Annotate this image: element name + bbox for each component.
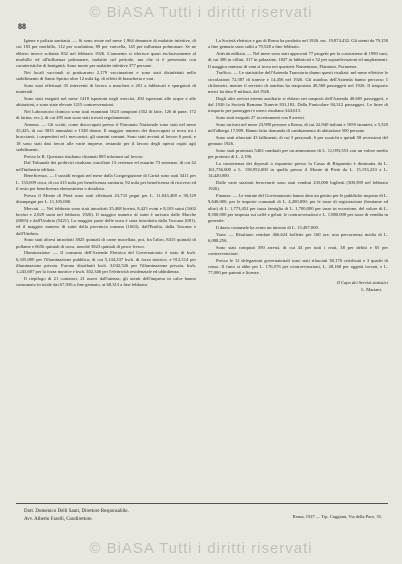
paragraph: Nei locali vaccinali si praticarono 2,179 vaccinazioni e sono stati disinfettati nello stabilimento di Santo Spirito oltre 12 mila kg. di effetti di biancheria e vari. xyxy=(16,69,196,81)
footer-director: Dott. Domenico Delli Santi, Direttore Responsabile. xyxy=(24,509,129,514)
paragraph: Varie. — Risultano vendute 466,624 bollette per 160 ore, una percorrenza media di L. 6,088,256. xyxy=(208,231,388,243)
signature-name: L. Mariani. xyxy=(361,286,382,292)
paragraph: Sono arrivati nel mese 23,999 persone a Roma, di cui 22,940 italiani e 1059 stranieri, e 5,520 nell'albergo 17,909. Hanno fatto domanda di cambiamento di abitazione 500 persone. xyxy=(208,121,388,133)
left-column xyxy=(16,38,196,293)
paragraph: La Società elettrica e gas di Roma ha prodotto nel 1926, mc. 19,874,432. Gli utenti da 79,150 a fine gennaio sono saliti a 79,528 a fine febbraio. xyxy=(208,38,388,50)
paragraph: Igiene e polizia sanitaria. — Si sono avute nel mese 1,964 denunzie di malattie infettive, di cui 183 per morbillo, 112 per scarlattina, 89 per varicella, 145 per influenza polmonare. Se ne ebbero invece soltanto 832 nel febbraio 1926. L'aumento si riferisce quasi esclusivamente al morbillo ed all'influenza polmonare, malattie nel periodo, ma che si è presentata con caratteristiche di benignità. Sono morte per malattie infettive 377 persone. xyxy=(16,38,196,68)
paragraph: Attività edilizia. — Nel mese sono stati approvati 77 progetti per la costruzione di 1990 vani, di cui 300 in villini, 317 in palazzine, 1847 in fabbricati e 52 per sopraelevazioni ed ampliamenti. Il maggior numero di vani si trova nei quartieri Nomentano, Flaminio, Portuense. xyxy=(208,51,388,69)
footer-manager: Avv. Alberto Farelli, Condirettore. xyxy=(24,517,93,522)
footer-rule xyxy=(16,503,388,504)
text-columns xyxy=(16,38,388,293)
paragraph: Sono stati altresì introdotti 3825 quintali di carne macellata, poi, fra l'altro, 8415 quintali di pollame e 6656 quintali di uova, nonché 3823 quintali di pesce fresco. xyxy=(16,237,196,249)
paragraph: Dalle varie stazioni ferroviarie sono stati venduti 235,000 biglietti (300,589 nel febbraio 1926). xyxy=(208,180,388,192)
paragraph: Il riepilogo di 21 contatori, 21 nuovi dall'utenza; gli utenti dell'impresa in calce hanno consumato in totale dai 67,936 a fine gennaio, ai 68,313 a fine febbraio. xyxy=(16,275,196,287)
footer-credits xyxy=(24,508,129,524)
paragraph: Mercati. — Nel febbraio sono stati introdotti 35,468 bovini, 8,425 ovini e 8,103 suini (1602 bovini e 2,829 suini nel febbraio 1926). Il maggior numero di suini è arrivato dalle Marche (6003) e dall'Umbria (5421). La maggior parte delle uova è stata introdotta dalla Toscana (681), ed il maggior numero di suini dalla provincia romana (1663), dall'Emilia, dalla Toscana e dall'Umbria. xyxy=(16,205,196,236)
paragraph: Traffico. — Le statistiche dell'Azienda Tranviaria danno questi risultati: nel mese effettive le circolazioni 72,587 di tranvie e 14,456 nel 1926. Gli autobus dell'Azienda hanno percorso 1 chilometri, mentre il servizio di autobus ha trasportato 40,568 passeggeri nel 1926. Il trasporto merci ha dato 8 milioni, dal 1926. xyxy=(208,70,388,94)
paragraph: Finanze. — Le entrate del Governatorato hanno dato un gettito per le pubbliche imposte di L. 9,640,000, per le imposte comunali di L. 4,200,000; per le tasse di registrazione (bestiame ed altro) di L. 1,773,452 per tassa famiglia di L. 1,700,000 per tasse in eccezione, del valore di L. 8,500,000 per imposta sui caffè e gelati; le contravvenzioni e L. 1,880,000 per tasse di vendita in generale. xyxy=(208,193,388,223)
signature-title: Il Capo dei Servizi statistici xyxy=(336,280,388,286)
footer-printer: Roma, 1927 — Tip. Cuggiani, Via della Pace, 35. xyxy=(292,514,382,519)
paragraph: Presso le 12 delegazioni governatoriali sono stati rilasciati 38,178 certificati e 3 quadri di censo. Il furto si ebbe per L. 176,576 per contravvenzioni, L. 28,168 per oggetti trovati, e L. 77,000 per patenti e licenze. xyxy=(208,257,388,275)
paragraph: Illuminazione. — Il consumo dell'Azienda Elettrica del Governatorato è stato di kwh. 6,335,000 per l'illuminazione pubblica; di cui 5,144,337 kwh. di forza motrice, e 912,514 per illuminazione privata. Furono distribuiti kwh. 3,042,526 per l'illuminazione privata, kwh. 1,243,607 per la forza motrice e kwh. 302,346 per l'elettricità residenziale ed ubbidienza. xyxy=(16,250,196,274)
right-column xyxy=(208,38,388,293)
paragraph: La consistenza dei depositi a risparmio presso la Cassa di Risparmio è diminuita da L. 161,756,000 a L. 158,952,000 in quella presso il Monte di Pietà da L. 15,153,233 a L. 14,420,000. xyxy=(208,160,388,179)
paragraph: Sono stati effettuati 35 interventi di lavoro a mascheri e 201 a fabbricati e spurgatori di materiali. xyxy=(16,82,196,94)
paragraph: Sono stati protestati 5463 cambiali per un ammontare di L. 11,093,553 con un valore medio per protesto di L. 2,196. xyxy=(208,147,388,159)
watermark-top: © BiASA Tutti i diritti riservati xyxy=(89,4,313,21)
page-number: 88 xyxy=(18,22,26,31)
paragraph: Il dazio comunale ha avuto un introito di L. 13,497,000. xyxy=(216,224,319,230)
paragraph: Beneficenza. — I sussidi erogati nel mese dalla Congregazione di Carità sono stati 3411 per L. 133,009 circa, di cui 415 mila per beneficenza sanitaria, 92 mila per beneficenza di ricovero ed il resto per beneficenza elemosiniera o dotalizia. xyxy=(16,173,196,191)
paragraph: Sono stati compiuti 590 arresti, di cui 44 per tutti i reati, 38 per delitti e 65 per contravvenzioni. xyxy=(208,244,388,256)
paragraph: Sono stati rilasciati 43 fallimenti, di cui 5 personali, 6 per scarichi e quindi 58 recessioni del gennaio 1926. xyxy=(208,134,388,146)
paragraph: Presso il Monte di Pietà sono stati effettuati 43,733 pegni per L. 11,043,408 e 38,129 disimpegni per L. 11,105,000. xyxy=(16,192,196,204)
paragraph: Degli altri servizi esterni ausiliarie si ebbero nei trasporti dell'Azienda 40,605 passeggeri, e dal 1926 la Società Romana Tranvie 831,182. Dalla Funicolare 84,312 passeggeri. Le linee di trasporto per passeggeri e merci risultano 344,613. xyxy=(208,95,388,114)
paragraph: Annona. — Gli scritti, come disoccupati presso il Patronato Nazionale sono stati nel mese 35,425, di cui 3835 ammalati e 1328 donne. Il maggior numero dei disoccupati si trova tra i braccianti, i carpentieri ed i meccanici; gli uomini comuni. Sono stati avviati al lavoro 6 posti, e 18 sono stati dati favori alle varie imprese, restando per il lavoro degli operai ospiti agli stabilimenti. xyxy=(16,121,196,152)
paragraph: Presso la R. Questura risultano chiamati 885 infortuni sul lavoro. xyxy=(24,153,144,159)
watermark-bottom: © BiASA Tutti i diritti riservati xyxy=(89,540,313,557)
paragraph: Nel Laboratorio chimico sono stati esaminati 1623 campioni (352 di latte, 126 di pane, 172 di farina, ecc.), di cui 495 non sono stati trovati regolamentari. xyxy=(16,108,196,120)
paragraph: Sono stati eseguiti nel mese 1418 ispezioni negli esercizi, 492 ispezioni alle acque e alle abitazioni, e sono state elevate 1215 contravvenzioni. xyxy=(16,95,196,107)
paragraph: Sono stati eseguiti 27 accertamenti con 8 arresti. xyxy=(216,115,306,120)
paragraph: Dal Tribunale dei probiviri risultano conciliate 13 vertenze ed esaurite 73 sentenze, di cui 42 nell'industria edilizia. xyxy=(16,160,196,172)
